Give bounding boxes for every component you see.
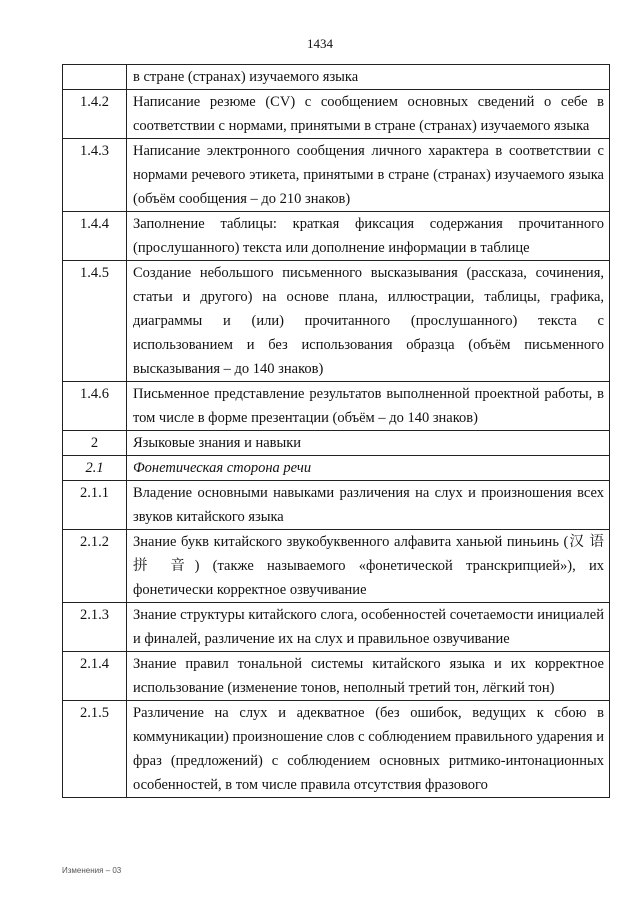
row-number: 2.1 — [63, 456, 127, 481]
row-text: Знание букв китайского звукобуквенного алфавита ханьюй пиньинь (汉 语 拼 音) (также называемого «фонетической транскрипцией»), их фонетически корректное озвучивание — [127, 530, 610, 603]
subsection-heading: Фонетическая сторона речи — [127, 456, 610, 481]
row-text: Владение основными навыками различения на слух и произношения всех звуков китайского языка — [127, 481, 610, 530]
section-heading-row — [63, 431, 610, 456]
row-number: 1.4.2 — [63, 90, 127, 139]
table-row — [63, 603, 610, 652]
table-row — [63, 90, 610, 139]
content-table — [62, 64, 610, 798]
row-number: 2.1.3 — [63, 603, 127, 652]
row-text: в стране (странах) изучаемого языка — [127, 65, 610, 90]
row-text: Различение на слух и адекватное (без ошибок, ведущих к сбою в коммуникации) произношение слов с соблюдением правильного ударения и фраз (предложений) с соблюдением основных ритмико-интонационных особенностей, в том числе правила отсутствия фразового — [127, 701, 610, 798]
row-number: 1.4.4 — [63, 212, 127, 261]
row-number: 1.4.3 — [63, 139, 127, 212]
table-row — [63, 481, 610, 530]
row-number: 2.1.1 — [63, 481, 127, 530]
row-number: 2 — [63, 431, 127, 456]
row-text: Создание небольшого письменного высказывания (рассказа, сочинения, статьи и другого) на основе плана, иллюстрации, таблицы, графика, диаграммы и (или) прочитанного (прослушанного) текста с использованием и без использования образца (объём письменного высказывания – до 140 знаков) — [127, 261, 610, 382]
table-row — [63, 382, 610, 431]
row-text: Письменное представление результатов выполненной проектной работы, в том числе в форме презентации (объём – до 140 знаков) — [127, 382, 610, 431]
table-row — [63, 212, 610, 261]
row-number: 2.1.2 — [63, 530, 127, 603]
footer-revision-note: Изменения – 03 — [62, 866, 122, 875]
table-row — [63, 701, 610, 798]
row-text: Заполнение таблицы: краткая фиксация содержания прочитанного (прослушанного) текста или дополнение информации в таблице — [127, 212, 610, 261]
table-row — [63, 652, 610, 701]
table-row — [63, 261, 610, 382]
row-number: 1.4.5 — [63, 261, 127, 382]
row-text: Знание правил тональной системы китайского языка и их корректное использование (изменение тонов, неполный третий тон, лёгкий тон) — [127, 652, 610, 701]
row-text: Написание электронного сообщения личного характера в соответствии с нормами речевого этикета, принятыми в стране (странах) изучаемого языка (объём сообщения – до 210 знаков) — [127, 139, 610, 212]
table-row — [63, 139, 610, 212]
table-row — [63, 65, 610, 90]
section-heading: Языковые знания и навыки — [127, 431, 610, 456]
row-number — [63, 65, 127, 90]
subsection-heading-row — [63, 456, 610, 481]
page-number: 1434 — [307, 36, 333, 51]
row-number: 2.1.4 — [63, 652, 127, 701]
row-number: 1.4.6 — [63, 382, 127, 431]
row-text: Знание структуры китайского слога, особенностей сочетаемости инициалей и финалей, различение их на слух и правильное озвучивание — [127, 603, 610, 652]
row-number: 2.1.5 — [63, 701, 127, 798]
table-row — [63, 530, 610, 603]
row-text: Написание резюме (CV) с сообщением основных сведений о себе в соответствии с нормами, принятыми в стране (странах) изучаемого языка — [127, 90, 610, 139]
